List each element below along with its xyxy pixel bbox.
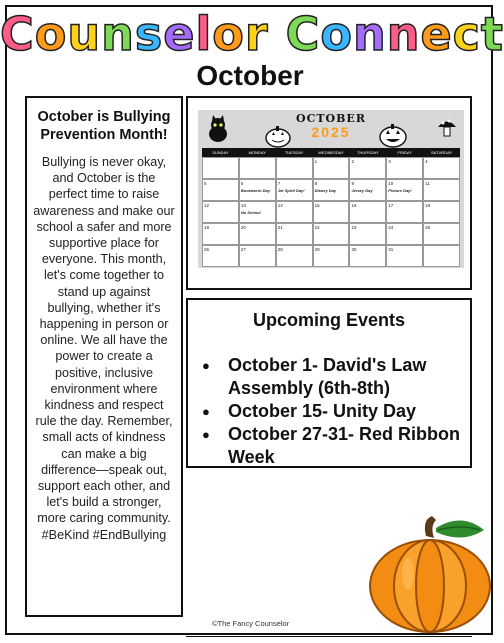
weekday-label: FRIDAY <box>397 150 412 155</box>
title-letter <box>269 7 286 61</box>
title-letter: c <box>452 7 481 61</box>
calendar-day: 4 <box>423 157 460 179</box>
title-letter: C <box>285 7 321 61</box>
calendar-day: 12 <box>202 201 239 223</box>
title-letter: o <box>212 7 245 61</box>
calendar-day: 30 <box>349 245 386 267</box>
calendar-day: 22 <box>313 223 350 245</box>
event-item: ● October 15- Unity Day <box>202 400 464 423</box>
calendar-day <box>276 157 313 179</box>
calendar-note: Jet Spirit Day! <box>277 188 305 193</box>
credit-text: ©The Fancy Counselor <box>212 619 290 628</box>
title-letter: r <box>244 7 269 61</box>
title-letter: n <box>101 7 135 61</box>
weekday-label: WEDNESDAY <box>318 150 344 155</box>
bullying-text: Bullying is never okay, and October is the perfect time to raise awareness and make our school a safer and more supportive place for everyone. This month, let's come together to stand up against bullying, whether it's happening in person or online. We all have the power to create a positive, inclusive environment where kindness and respect rule the day. Remember, small acts of kindness can make a big difference—speak out, support each other, and let's build a stronger, more caring community. #BeKind #EndBullying <box>33 155 175 542</box>
weekday-label: SUNDAY <box>212 150 229 155</box>
calendar-day: 23 <box>349 223 386 245</box>
calendar-day: 17 <box>386 201 423 223</box>
calendar-weekday-row <box>202 148 460 157</box>
calendar-day: 7 Jet Spirit Day! <box>276 179 313 201</box>
calendar-day: 14 <box>276 201 313 223</box>
weekday-label: TUESDAY <box>284 150 304 155</box>
calendar-day: 3 <box>386 157 423 179</box>
calendar-day <box>239 157 276 179</box>
title-letter: o <box>320 7 353 61</box>
title-letter: C <box>0 7 35 61</box>
calendar-week <box>202 179 460 201</box>
calendar-note: Disney Day <box>314 188 337 193</box>
title-letter: o <box>34 7 68 61</box>
bullying-heading: October is Bullying Prevention Month! <box>37 109 171 143</box>
title-letter: n <box>352 7 387 61</box>
calendar-day: 18 <box>423 201 460 223</box>
calendar-day: 9 Jersey Day <box>349 179 386 201</box>
calendar-day: 21 <box>276 223 313 245</box>
calendar-day: 2 <box>349 157 386 179</box>
calendar-day: 26 <box>202 245 239 267</box>
calendar-day: 13 No School <box>239 201 276 223</box>
weekday-label: SATURDAY <box>430 150 453 155</box>
calendar-month: OCTOBER <box>296 112 366 125</box>
calendar-day: 16 <box>349 201 386 223</box>
bullying-info-box <box>25 96 183 617</box>
events-list <box>202 354 464 469</box>
events-title: Upcoming Events <box>252 310 406 330</box>
calendar-day <box>202 157 239 179</box>
calendar-day: 27 <box>239 245 276 267</box>
calendar-day: 25 <box>423 223 460 245</box>
calendar-day: 15 <box>313 201 350 223</box>
pumpkin-illustration <box>366 514 496 636</box>
calendar-week <box>202 245 460 267</box>
title-letter: l <box>195 7 213 61</box>
calendar-day: 1 <box>313 157 350 179</box>
calendar-note: No School <box>240 210 261 215</box>
calendar-day: 5 <box>202 179 239 201</box>
calendar-day: 10 Picture Day! <box>386 179 423 201</box>
title-letter: e <box>163 7 196 61</box>
calendar-week <box>202 223 460 245</box>
calendar-year: 2025 <box>311 124 351 140</box>
title-letter: s <box>134 7 164 61</box>
newsletter-title <box>0 7 504 61</box>
calendar-day: 28 <box>276 245 313 267</box>
title-letter: t <box>480 7 504 61</box>
title-letter: n <box>386 7 421 61</box>
calendar-note: Jersey Day <box>351 188 373 193</box>
event-item: ● October 1- David's Law Assembly (6th-8th) <box>202 354 464 400</box>
next-box-edge <box>186 636 472 637</box>
weekday-label: THURSDAY <box>357 150 379 155</box>
calendar-day: 24 <box>386 223 423 245</box>
calendar-day: 8 Disney Day <box>313 179 350 201</box>
weekday-label: MONDAY <box>248 150 266 155</box>
event-item: ● October 27-31- Red Ribbon Week <box>202 423 464 469</box>
calendar-day <box>423 245 460 267</box>
calendar-image <box>198 110 464 268</box>
calendar-note: Bookworm Day <box>240 188 270 193</box>
calendar-week <box>202 157 460 179</box>
calendar-box <box>186 96 472 290</box>
calendar-week <box>202 201 460 223</box>
title-letter: u <box>67 7 102 61</box>
calendar-day: 6 Bookworm Day <box>239 179 276 201</box>
upcoming-events-box <box>186 298 472 468</box>
calendar-day: 11 <box>423 179 460 201</box>
calendar-grid <box>202 148 460 267</box>
calendar-day: 19 <box>202 223 239 245</box>
calendar-day: 20 <box>239 223 276 245</box>
month-heading: October <box>196 60 304 91</box>
calendar-day: 29 <box>313 245 350 267</box>
calendar-note: Picture Day! <box>388 188 412 193</box>
title-letter: e <box>420 7 453 61</box>
calendar-day: 31 <box>386 245 423 267</box>
